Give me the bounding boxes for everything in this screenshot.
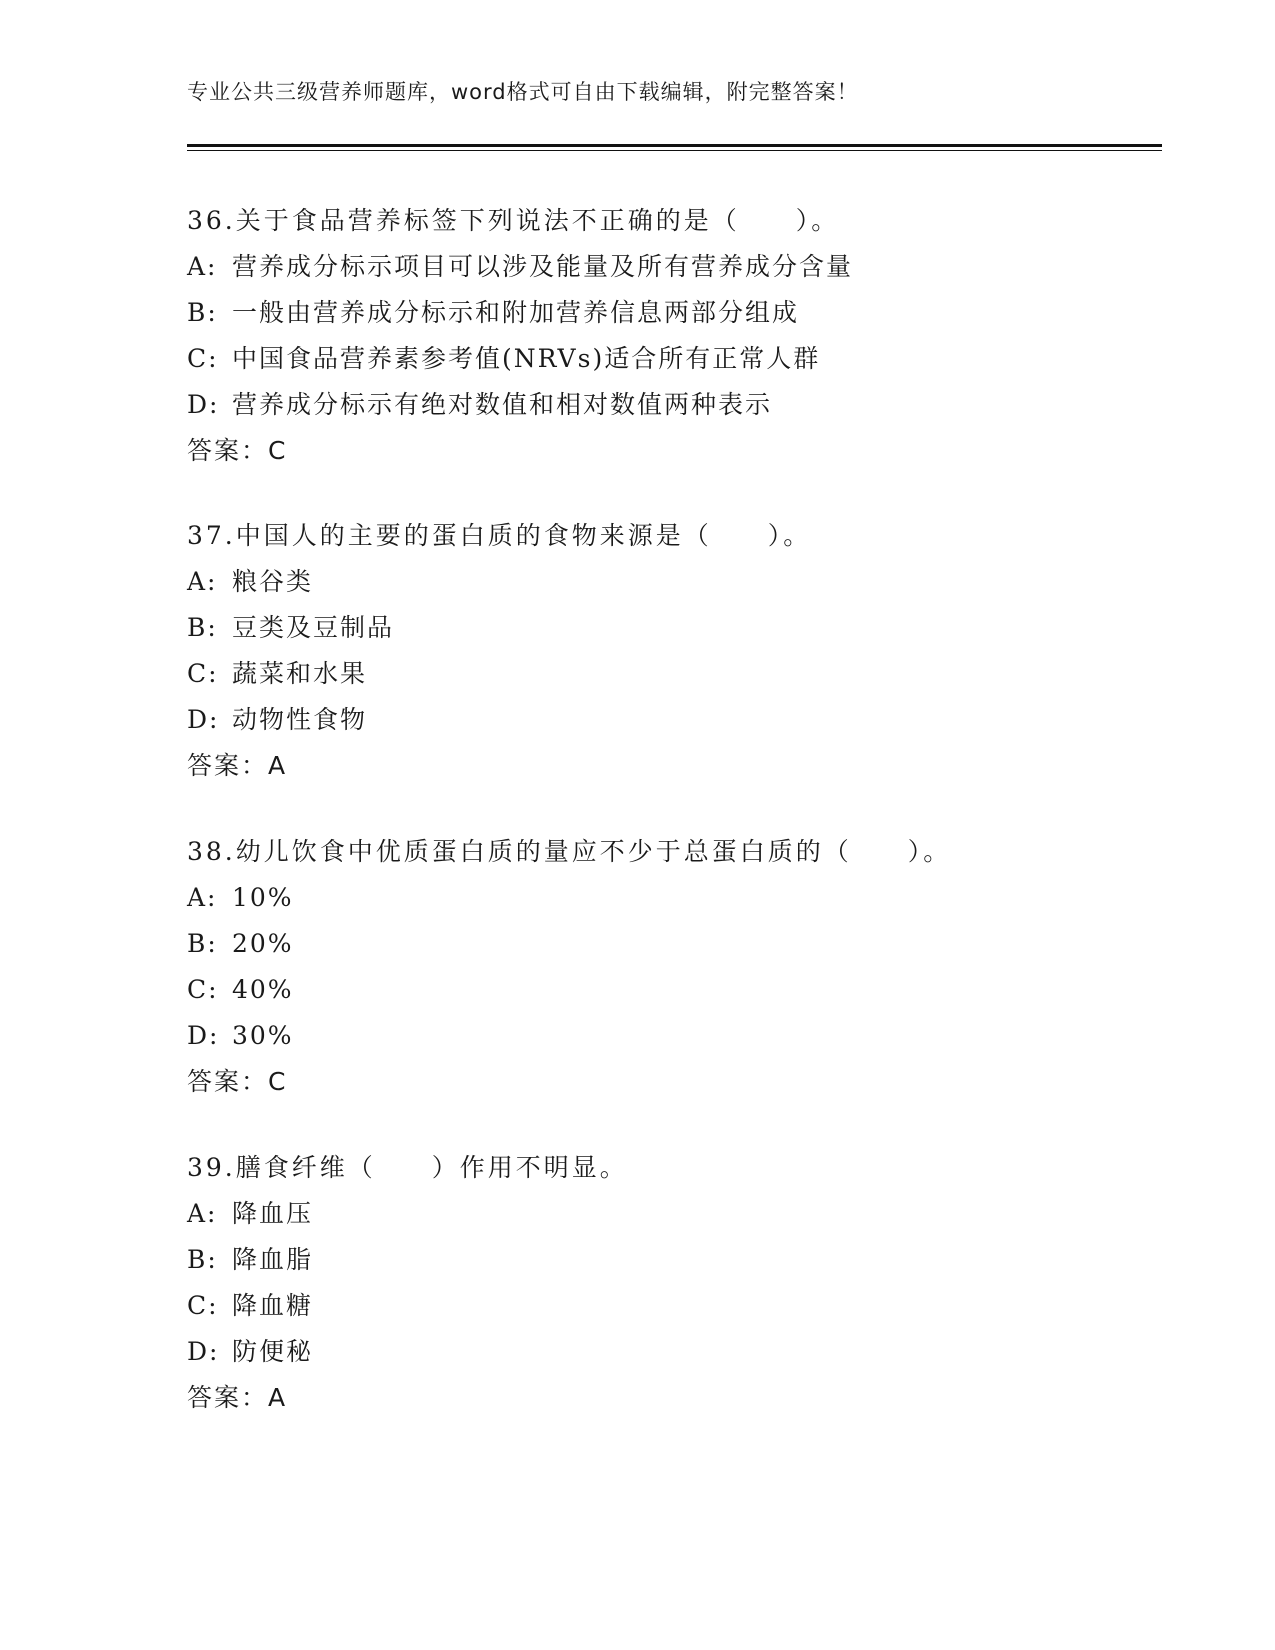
option-text: 蔬菜和水果 bbox=[232, 659, 368, 688]
option-c bbox=[187, 651, 1167, 697]
option-label: C: bbox=[187, 659, 219, 688]
option-label: B: bbox=[187, 929, 218, 958]
option-text: 防便秘 bbox=[232, 1337, 314, 1366]
option-label: C: bbox=[187, 1291, 219, 1320]
option-d bbox=[187, 1329, 1167, 1375]
option-label: A: bbox=[187, 252, 218, 281]
option-label: D: bbox=[187, 390, 220, 419]
option-b bbox=[187, 290, 1167, 336]
option-c bbox=[187, 336, 1167, 382]
option-label: B: bbox=[187, 613, 218, 642]
question-39 bbox=[187, 1145, 1167, 1421]
option-text: 降血糖 bbox=[232, 1291, 314, 1320]
option-label: C: bbox=[187, 344, 219, 373]
option-label: A: bbox=[187, 567, 218, 596]
document-header: 专业公共三级营养师题库，word格式可自由下载编辑，附完整答案！ bbox=[187, 80, 859, 104]
option-c bbox=[187, 967, 1167, 1013]
question-stem: 39.膳食纤维（ ）作用不明显。 bbox=[187, 1153, 628, 1182]
question-stem: 37.中国人的主要的蛋白质的食物来源是（ ）。 bbox=[187, 521, 812, 550]
option-text: 30% bbox=[232, 1021, 294, 1050]
option-text: 营养成分标示项目可以涉及能量及所有营养成分含量 bbox=[232, 252, 854, 281]
option-text: 降血压 bbox=[232, 1199, 314, 1228]
header-rule-thick bbox=[187, 144, 1162, 147]
option-a bbox=[187, 244, 1167, 290]
option-c bbox=[187, 1283, 1167, 1329]
option-a bbox=[187, 875, 1167, 921]
option-d bbox=[187, 1013, 1167, 1059]
option-text: 营养成分标示有绝对数值和相对数值两种表示 bbox=[232, 390, 773, 419]
answer: 答案：C bbox=[187, 1067, 288, 1096]
option-label: C: bbox=[187, 975, 219, 1004]
option-text: 豆类及豆制品 bbox=[232, 613, 395, 642]
question-stem: 36.关于食品营养标签下列说法不正确的是（ ）。 bbox=[187, 206, 840, 235]
question-38 bbox=[187, 829, 1167, 1105]
option-text: 粮谷类 bbox=[232, 567, 314, 596]
option-text: 中国食品营养素参考值(NRVs)适合所有正常人群 bbox=[232, 344, 821, 373]
option-text: 降血脂 bbox=[232, 1245, 314, 1274]
option-text: 动物性食物 bbox=[232, 705, 368, 734]
option-label: D: bbox=[187, 1021, 220, 1050]
option-b bbox=[187, 605, 1167, 651]
option-text: 20% bbox=[232, 929, 294, 958]
option-a bbox=[187, 559, 1167, 605]
option-b bbox=[187, 921, 1167, 967]
question-36 bbox=[187, 198, 1167, 474]
option-d bbox=[187, 382, 1167, 428]
header-rule-thin bbox=[187, 150, 1162, 151]
option-b bbox=[187, 1237, 1167, 1283]
option-label: B: bbox=[187, 1245, 218, 1274]
question-stem: 38.幼儿饮食中优质蛋白质的量应不少于总蛋白质的（ ）。 bbox=[187, 837, 952, 866]
answer: 答案：A bbox=[187, 751, 288, 780]
answer: 答案：A bbox=[187, 1383, 288, 1412]
option-text: 10% bbox=[232, 883, 294, 912]
option-label: D: bbox=[187, 705, 220, 734]
option-label: D: bbox=[187, 1337, 220, 1366]
question-37 bbox=[187, 513, 1167, 789]
option-label: B: bbox=[187, 298, 218, 327]
option-text: 40% bbox=[232, 975, 294, 1004]
option-a bbox=[187, 1191, 1167, 1237]
option-label: A: bbox=[187, 1199, 218, 1228]
answer: 答案：C bbox=[187, 436, 288, 465]
option-d bbox=[187, 697, 1167, 743]
option-label: A: bbox=[187, 883, 218, 912]
option-text: 一般由营养成分标示和附加营养信息两部分组成 bbox=[232, 298, 800, 327]
